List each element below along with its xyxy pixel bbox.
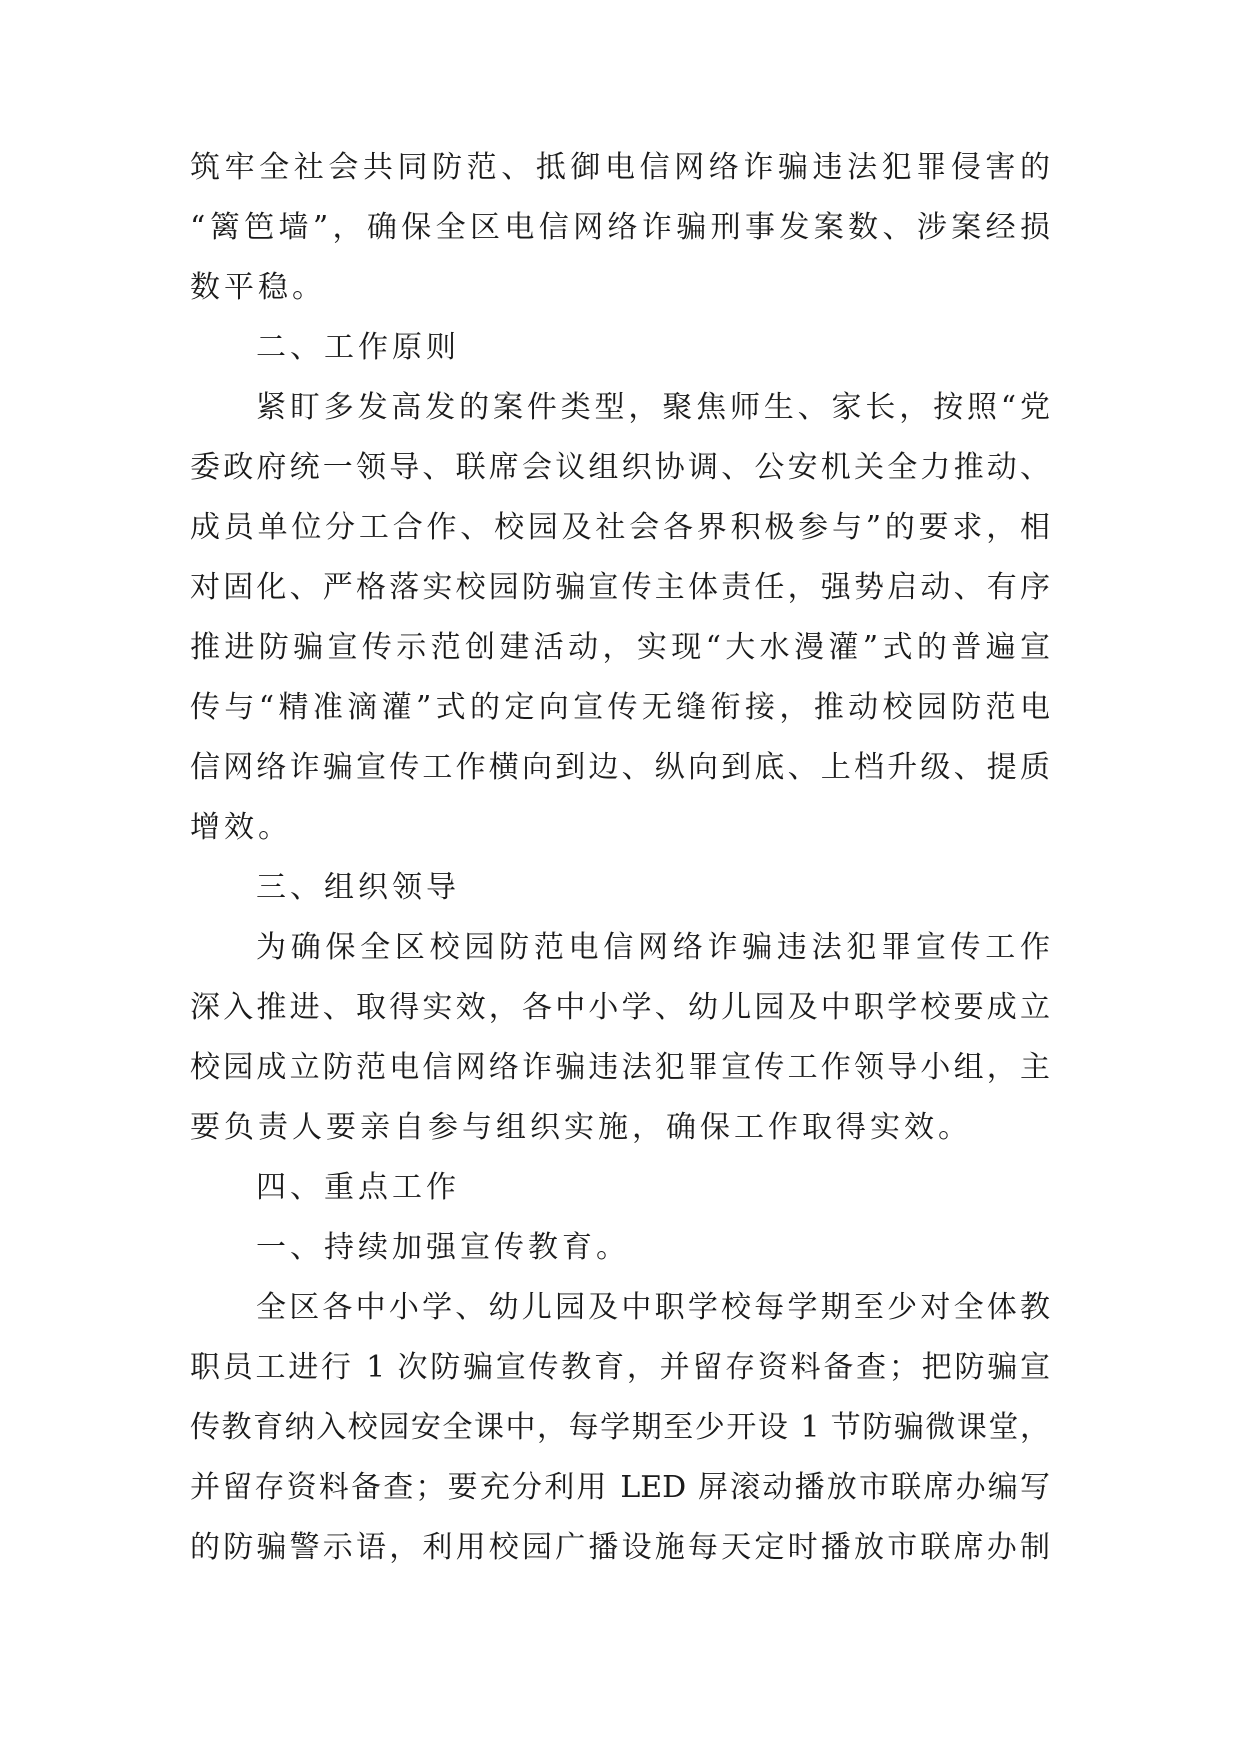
paragraph-line: 数平稳。 xyxy=(190,270,326,305)
paragraph-line: 要负责人要亲自参与组织实施，确保工作取得实效。 xyxy=(190,1110,972,1145)
paragraph-line: 信网络诈骗宣传工作横向到边、纵向到底、上档升级、提质 xyxy=(190,750,1050,785)
section-heading: 三、组织领导 xyxy=(256,870,460,905)
paragraph-line: 为确保全区校园防范电信网络诈骗违法犯罪宣传工作 xyxy=(256,930,1050,965)
paragraph-line: 筑牢全社会共同防范、抵御电信网络诈骗违法犯罪侵害的 xyxy=(190,150,1050,185)
paragraph-line: 传与“精准滴灌”式的定向宣传无缝衔接，推动校园防范电 xyxy=(190,690,1050,725)
section-heading: 四、重点工作 xyxy=(256,1170,460,1205)
paragraph-line: 增效。 xyxy=(190,810,292,845)
subsection-heading: 一、持续加强宣传教育。 xyxy=(256,1230,630,1265)
section-heading: 二、工作原则 xyxy=(256,330,460,365)
paragraph-line: 委政府统一领导、联席会议组织协调、公安机关全力推动、 xyxy=(190,450,1050,485)
paragraph-line: 职员工进行 1 次防骗宣传教育，并留存资料备查；把防骗宣 xyxy=(190,1350,1050,1385)
paragraph-line: 推进防骗宣传示范创建活动，实现“大水漫灌”式的普遍宣 xyxy=(190,630,1050,665)
paragraph-line: 传教育纳入校园安全课中，每学期至少开设 1 节防骗微课堂， xyxy=(190,1410,1050,1445)
paragraph-line: “篱笆墙”，确保全区电信网络诈骗刑事发案数、涉案经损 xyxy=(190,210,1050,245)
paragraph-line: 校园成立防范电信网络诈骗违法犯罪宣传工作领导小组，主 xyxy=(190,1050,1050,1085)
paragraph-line: 深入推进、取得实效，各中小学、幼儿园及中职学校要成立 xyxy=(190,990,1050,1025)
paragraph-line: 的防骗警示语，利用校园广播设施每天定时播放市联席办制 xyxy=(190,1530,1050,1565)
paragraph-line: 全区各中小学、幼儿园及中职学校每学期至少对全体教 xyxy=(256,1290,1050,1325)
paragraph-line: 对固化、严格落实校园防骗宣传主体责任，强势启动、有序 xyxy=(190,570,1050,605)
paragraph-line: 紧盯多发高发的案件类型，聚焦师生、家长，按照“党 xyxy=(256,390,1050,425)
paragraph-line: 成员单位分工合作、校园及社会各界积极参与”的要求，相 xyxy=(190,510,1050,545)
paragraph-line: 并留存资料备查；要充分利用 LED 屏滚动播放市联席办编写 xyxy=(190,1470,1050,1505)
